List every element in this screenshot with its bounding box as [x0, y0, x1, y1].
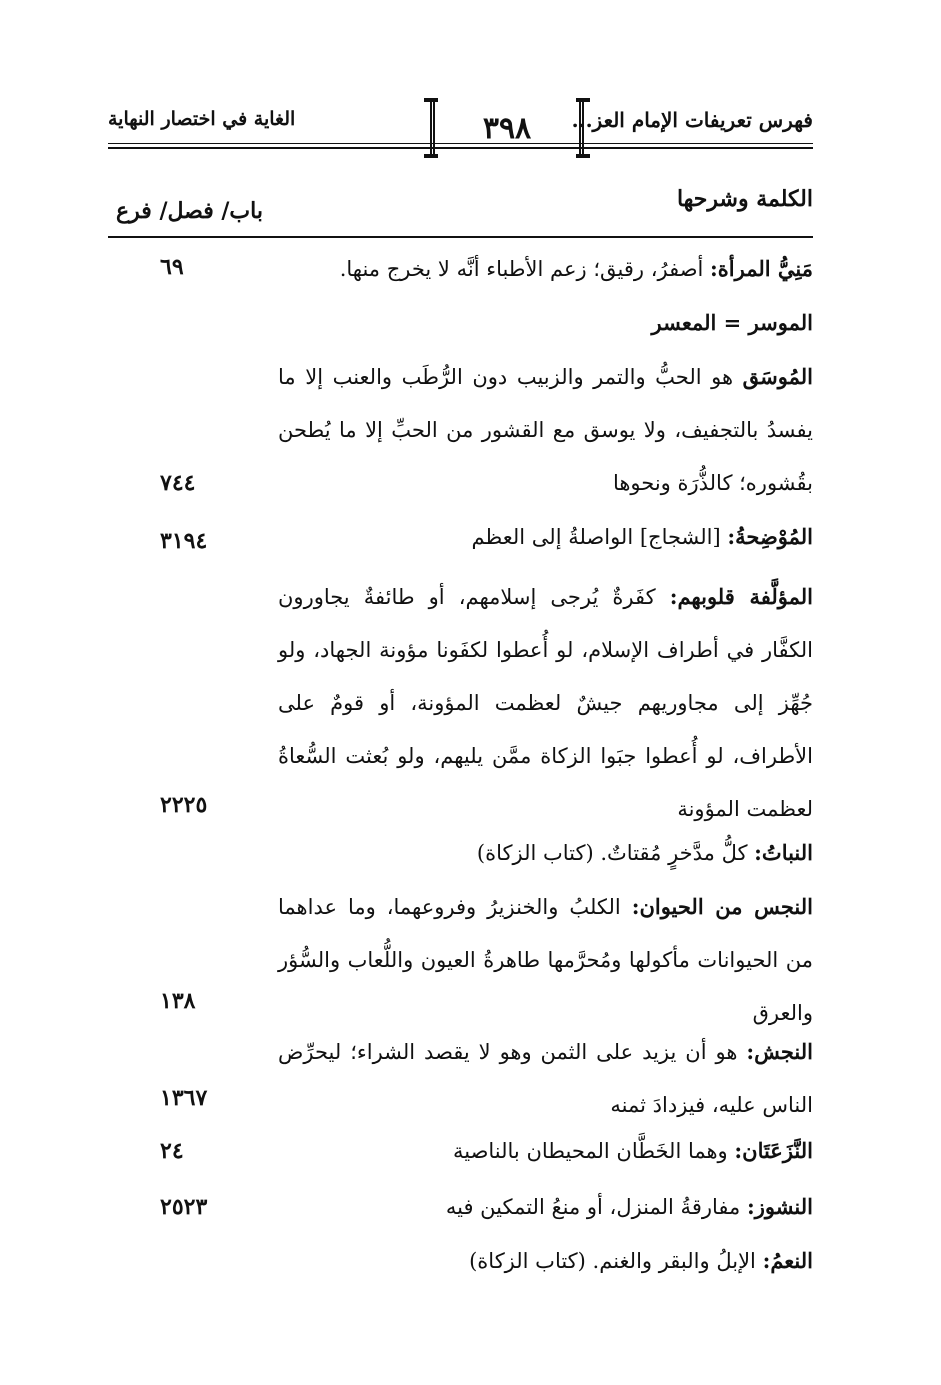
- entry-definition: مفارقةُ المنزل، أو منعُ التمكين فيه: [445, 1195, 747, 1219]
- header-divider: [108, 143, 813, 149]
- page-number: ٣٩٨: [482, 110, 532, 146]
- entry-term: النجس من الحيوان:: [631, 894, 813, 919]
- entry-term: النجش:: [746, 1039, 813, 1064]
- column-divider: [108, 236, 813, 238]
- entry-term: الموسر = المعسر: [651, 310, 813, 335]
- entry-term: المُوْضِحةُ:: [727, 524, 813, 549]
- entry-definition: الكلبُ والخنزيرُ وفروعهما، وما عداهما من الحيوانات مأكولها ومُحرَّمها طاهرةُ العيون واللُّعاب والسُّؤر والعرق: [278, 895, 813, 1025]
- entry-definition: أصفرُ، رقيق؛ زعم الأطباء أنَّه لا يخرج منها.: [339, 257, 711, 281]
- entry-term: النباتُ:: [754, 840, 813, 865]
- word-column-heading: الكلمة وشرحها: [676, 186, 813, 212]
- header-book-title: الغاية في اختصار النهاية: [108, 108, 296, 130]
- entry-reference: ٢٢٢٥: [160, 792, 208, 818]
- entry-definition: [الشجاج] الواصلةُ إلى العظم: [471, 525, 728, 549]
- page-number-frame: [420, 92, 594, 162]
- entry-term: المؤلَّفة قلوبهم:: [669, 584, 814, 609]
- entry-term: مَنِيُّ المرأة:: [710, 256, 813, 281]
- entry-reference: ٢٥٢٣: [160, 1194, 208, 1220]
- column-headings: [108, 186, 813, 226]
- entry-reference: ١٣٨: [160, 988, 196, 1014]
- entry-reference: ٢٤: [160, 1138, 184, 1164]
- entry-definition: كلُّ مدَّخرٍ مُقتاتٌ. (كتاب الزكاة): [476, 841, 755, 865]
- entry-definition: وهما الخَطَّان المحيطان بالناصية: [452, 1139, 735, 1163]
- entry-term: النَّزَعَتَان:: [734, 1138, 813, 1163]
- entry-reference: ٣١٩٤: [160, 528, 208, 554]
- entry-term: المُوسَق: [742, 364, 813, 389]
- entry-definition: كفَرةٌ يُرجى إسلامهم، أو طائفةٌ يجاورون الكفَّار في أطراف الإسلام، لو أُعطوا لكفَونا مؤونة الجهاد، ولو جُهِّز إلى مجاوريهم جيشٌ لعظمت المؤونة، أو قومٌ على الأطراف، لو أُعطوا جبَوا الزكاة ممَّن يليهم، ولو بُعثت السُّعاةُ لعظمت المؤونة: [278, 585, 813, 821]
- entry-reference: ١٣٦٧: [160, 1085, 208, 1111]
- entry-definition: هو الحبُّ والتمر والزبيب دون الرُّطَب والعنب إلا ما يفسدُ بالتجفيف، ولا يوسق مع القشور من الحبِّ إلا ما يُطحن بقُشوره؛ كالذُّرَة ونحوها: [278, 365, 813, 495]
- reference-column-heading: باب/ فصل/ فرع: [116, 198, 263, 224]
- entry-reference: ٦٩: [160, 254, 184, 280]
- header-section-title: فهرس تعريفات الإمام العز...: [571, 108, 813, 132]
- entry-term: النعمُ:: [762, 1248, 813, 1273]
- entry-definition: الإبلُ والبقر والغنم. (كتاب الزكاة): [469, 1249, 763, 1273]
- entry-reference: ٧٤٤: [160, 470, 196, 496]
- entry-term: النشوز:: [746, 1194, 813, 1219]
- entry-definition: هو أن يزيد على الثمن وهو لا يقصد الشراء؛ ليحرِّض الناس عليه، فيزدادَ ثمنه: [278, 1040, 813, 1117]
- running-header: [108, 92, 813, 162]
